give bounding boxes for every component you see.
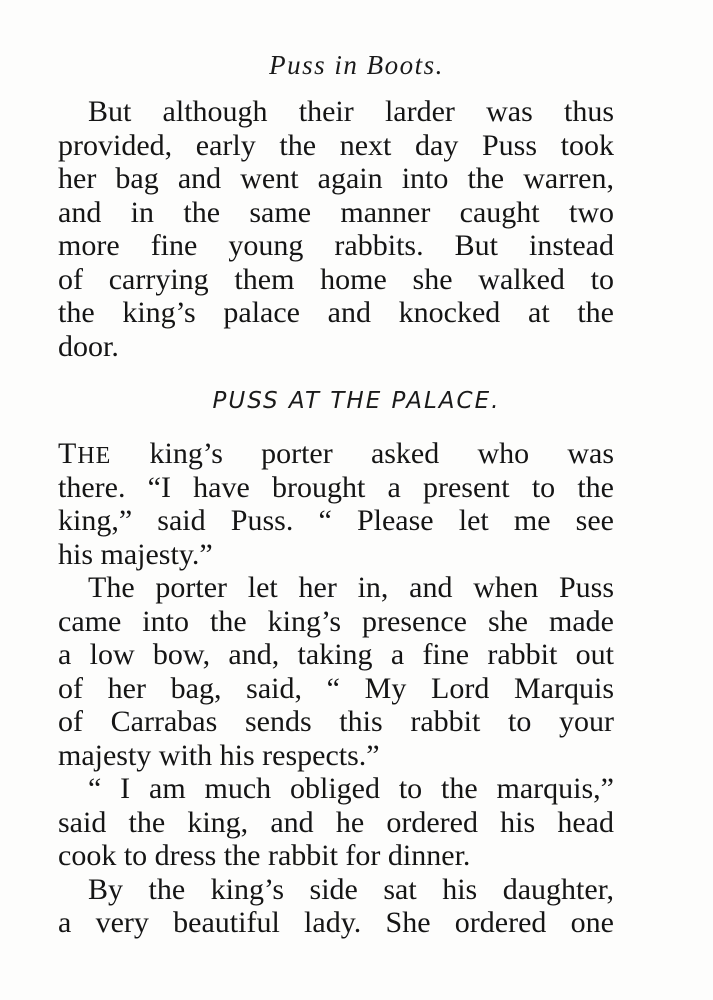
text-line: his majesty.” [58,537,213,571]
text-line: “ I am much obliged to the marquis,” [88,772,614,805]
text-line-dropcap: THE king’s porter asked who was [58,437,614,470]
running-head: Puss in Boots. [269,50,444,80]
text-line: of Carrabas sends this rabbit to your [58,705,614,738]
text-line: provided, early the next day Puss took [58,128,614,162]
text-line: of carrying them home she walked to [58,262,614,296]
text-line: said the king, and he ordered his head [58,805,614,839]
text-line: came into the king’s presence she made [58,604,614,638]
text-line: of her bag, said, “ My Lord Marquis [58,671,614,705]
section-heading: PUSS AT THE PALACE. [212,388,501,414]
text-line: door. [58,329,119,363]
text-line: a very beautiful lady. She ordered one [58,906,614,939]
text-line: a low bow, and, taking a fine rabbit out [58,638,614,671]
text-line: the king’s palace and knocked at the [58,296,614,329]
text-line: there. “I have brought a present to the [58,470,614,504]
paragraph-1 [58,95,614,363]
text-line: The porter let her in, and when Puss [88,571,614,604]
section-text [58,437,614,940]
text-line: her bag and went again into the warren, [58,162,614,195]
text-line: cook to dress the rabbit for dinner. [58,839,471,872]
text-line: more fine young rabbits. But instead [58,229,614,262]
text-line: But although their larder was thus [88,95,614,128]
text-line: and in the same manner caught two [58,195,614,229]
small-caps-opening: THE [58,437,112,470]
text-line: king,” said Puss. “ Please let me see [58,504,614,537]
text-line: majesty with his respects.” [58,738,380,772]
text-line: By the king’s side sat his daughter, [88,872,614,906]
